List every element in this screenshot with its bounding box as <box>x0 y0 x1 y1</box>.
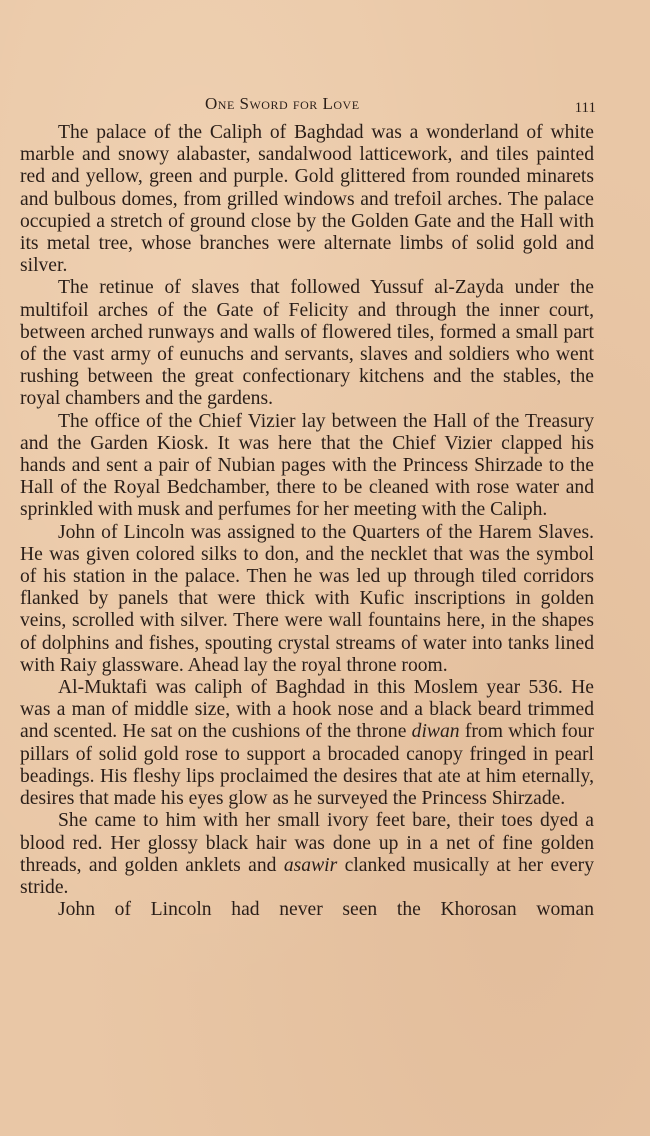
paragraph-6-text-b: clanked musically at her every stride. <box>20 854 594 898</box>
paragraph-6 <box>20 810 594 899</box>
text-body <box>20 122 594 921</box>
paragraph-4: John of Lincoln was assigned to the Quarters of the Harem Slaves. He was given colored silks to don, and the necklet that was the symbol of his station in the palace. Then he was led up through tiled corridors flanked by panels that were thick with Kufic inscriptions in golden veins, scrolled with silver. There were wall fountains here, in the shapes of dolphins and fishes, spouting crystal streams of water into tanks lined with Raiy glassware. Ahead lay the royal throne room. <box>20 521 594 676</box>
running-title: One Sword for Love <box>205 94 360 113</box>
paragraph-6-text-a: She came to him with her small ivory feet bare, their toes dyed a blood red. Her glossy black hair was done up in a net of fine golden threads, and golden anklets and <box>20 810 594 876</box>
paragraph-5-text-a: Al-Muktafi was caliph of Baghdad in this Moslem year 536. He was a man of middle size, with a hook nose and a black beard trimmed and scented. He sat on the cushions of the throne <box>20 677 594 743</box>
paragraph-7: John of Lincoln had never seen the Khorosan woman <box>58 899 594 921</box>
paragraph-6-italic-word: asawir <box>283 854 338 876</box>
running-head <box>0 94 650 124</box>
paragraph-2: The retinue of slaves that followed Yussuf al-Zayda under the multifoil arches of the Gate of Felicity and through the inner court, between arched runways and walls of flowered tiles, formed a small part of the vast army of eunuchs and servants, slaves and soldiers who went rushing between the great confectionary kitchens and the stables, the royal chambers and the gardens. <box>20 277 594 410</box>
paragraph-5 <box>20 677 594 810</box>
paragraph-3: The office of the Chief Vizier lay between the Hall of the Treasury and the Garden Kiosk. It was here that the Chief Vizier clapped his hands and sent a pair of Nubian pages with the Princess Shirzade to the Hall of the Royal Bedchamber, there to be cleaned with rose water and sprinkled with musk and perfumes for her meeting with the Caliph. <box>20 410 594 521</box>
paragraph-5-text-b: from which four pillars of solid gold rose to support a brocaded canopy fringed in pearl beadings. His fleshy lips proclaimed the desires that ate at him eternally, desires that made his eyes glow as he surveyed the Princess Shirzade. <box>20 721 594 810</box>
paragraph-5-italic-word: diwan <box>411 721 460 743</box>
paragraph-1: The palace of the Caliph of Baghdad was a wonderland of white marble and snowy alabaster, sandalwood latticework, and tiles painted red and yellow, green and purple. Gold glittered from rounded minarets and bulbous domes, from grilled windows and trefoil arches. The palace occupied a stretch of ground close by the Golden Gate and the Hall with its metal tree, whose branches were alternate limbs of solid gold and silver. <box>20 122 594 277</box>
page-number: 111 <box>574 100 596 116</box>
